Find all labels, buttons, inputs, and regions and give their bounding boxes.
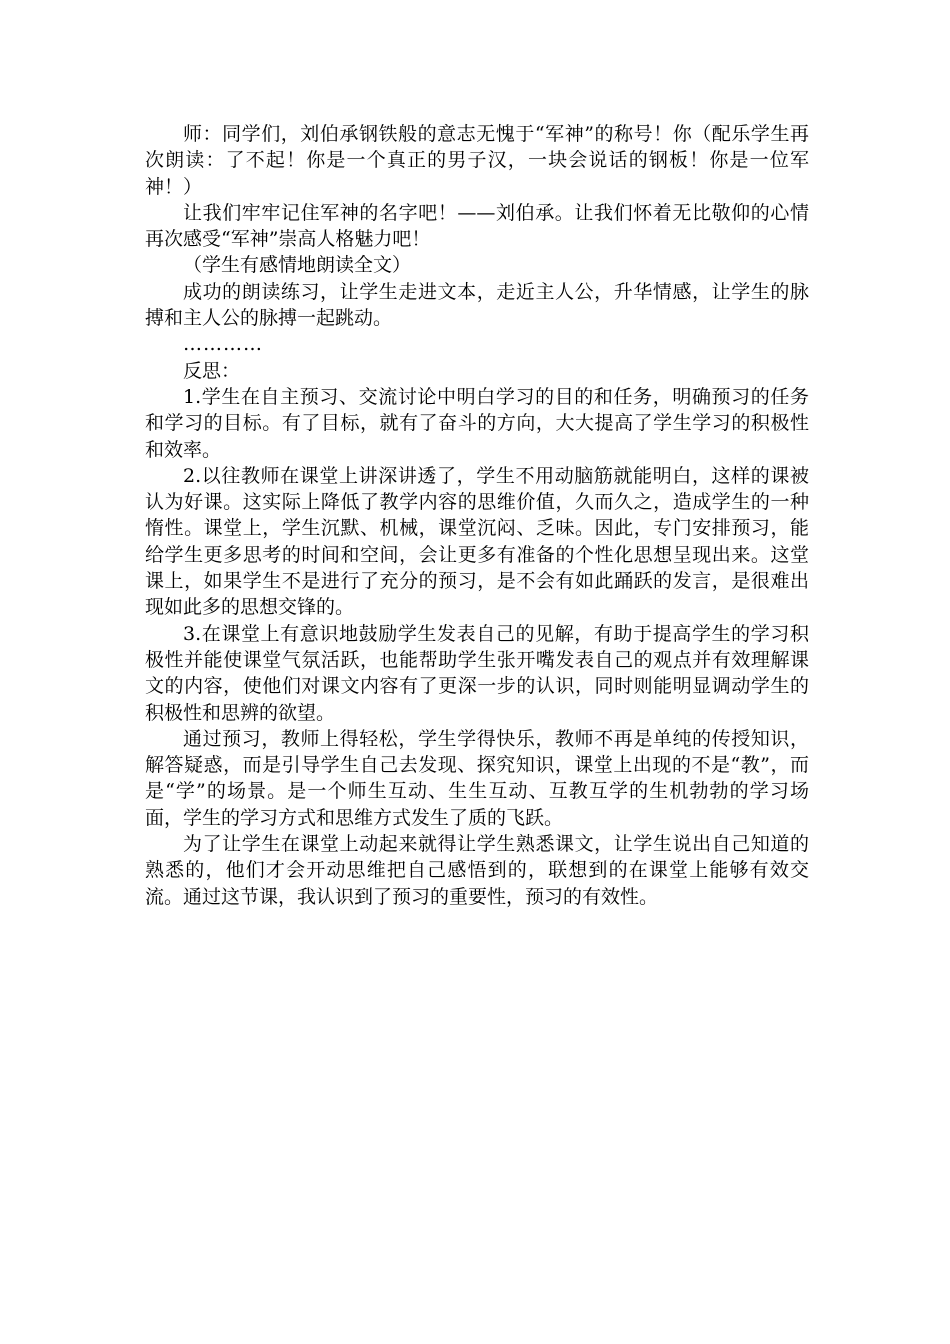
reflection-heading: 反思： xyxy=(183,359,241,382)
paragraph-reading-practice: 成功的朗读练习，让学生走进文本，走近主人公，升华情感，让学生的脉搏和主人公的脉搏一起跳动。 xyxy=(145,280,809,330)
paragraph-preview-effect: 通过预习，教师上得轻松，学生学得快乐，教师不再是单纯的传授知识，解答疑惑，而是引导学生自己去发现、探究知识，课堂上出现的不是“教”，而是“学”的场景。是一个师生互动、生生互动、互教互学的生机勃勃的学习场面，学生的学习方式和思维方式发生了质的飞跃。 xyxy=(145,727,809,829)
reflection-point-2: 2.以往教师在课堂上讲深讲透了，学生不用动脑筋就能明白，这样的课被认为好课。这实际上降低了教学内容的思维价值，久而久之，造成学生的一种惰性。课堂上，学生沉默、机械，课堂沉闷、乏味。因此，专门安排预习，能给学生更多思考的时间和空间，会让更多有准备的个性化思想呈现出来。这堂课上，如果学生不是进行了充分的预习，是不会有如此踊跃的发言，是很难出现如此多的思想交锋的。 xyxy=(145,464,809,619)
paragraph-remember-name: 让我们牢牢记住军神的名字吧！——刘伯承。让我们怀着无比敬仰的心情再次感受“军神”崇高人格魅力吧！ xyxy=(145,201,809,251)
ellipsis-line: ………… xyxy=(183,333,263,356)
paragraph-conclusion: 为了让学生在课堂上动起来就得让学生熟悉课文，让学生说出自己知道的熟悉的，他们才会开动思维把自己感悟到的，联想到的在课堂上能够有效交流。通过这节课，我认识到了预习的重要性，预习的有效性。 xyxy=(145,833,809,908)
reflection-point-1: 1.学生在自主预习、交流讨论中明白学习的目的和任务，明确预习的任务和学习的目标。有了目标，就有了奋斗的方向，大大提高了学生学习的积极性和效率。 xyxy=(145,385,809,461)
paragraph-teacher-speech: 师：同学们，刘伯承钢铁般的意志无愧于“军神”的称号！你（配乐学生再次朗读：了不起！你是一个真正的男子汉，一块会说话的钢板！你是一位军神！） xyxy=(145,123,809,198)
reflection-point-3: 3.在课堂上有意识地鼓励学生发表自己的见解，有助于提高学生的学习积极性并能使课堂气氛活跃，也能帮助学生张开嘴发表自己的观点并有效理解课文的内容，使他们对课文内容有了更深一步的认识，同时则能明显调动学生的积极性和思辨的欲望。 xyxy=(145,622,809,724)
document-body xyxy=(145,121,809,910)
paragraph-read-aloud: （学生有感情地朗读全文） xyxy=(183,254,412,277)
